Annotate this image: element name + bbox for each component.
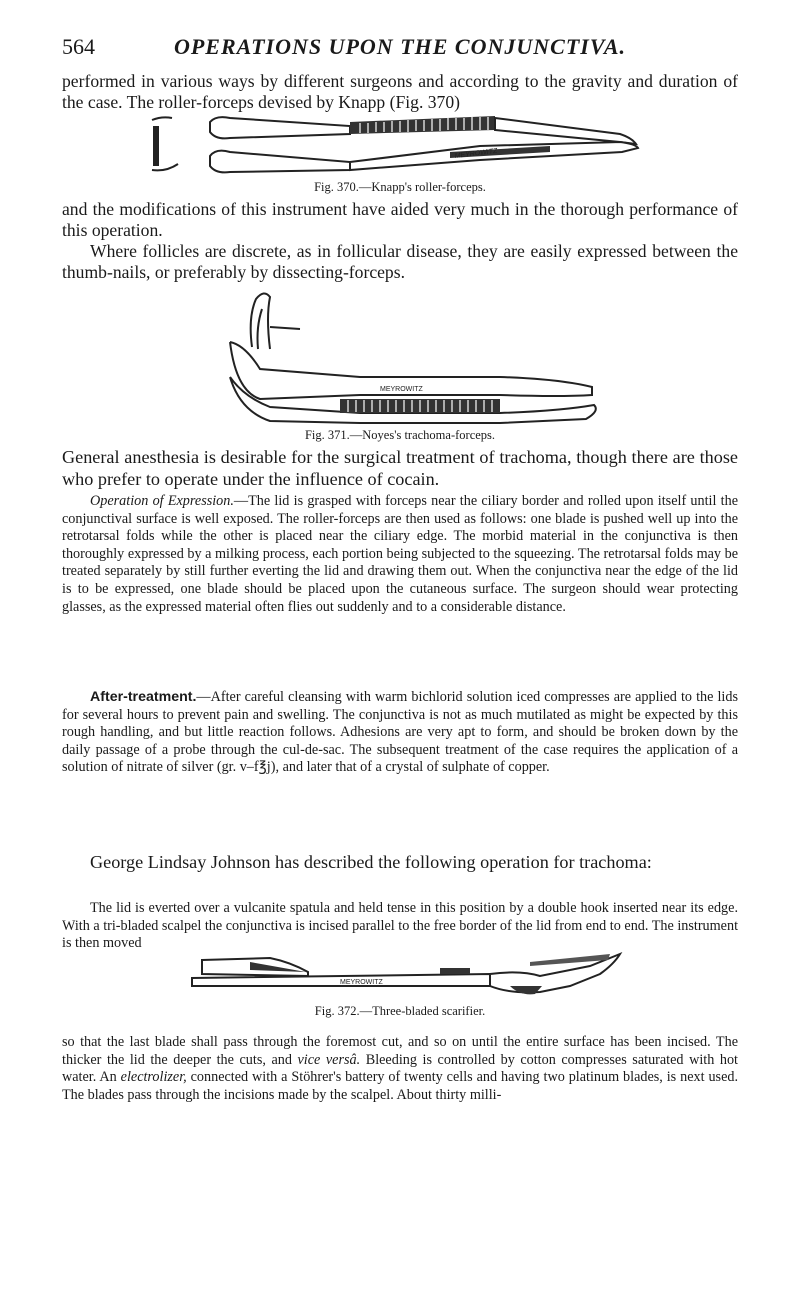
- running-title: OPERATIONS UPON THE CONJUNCTIVA.: [173, 34, 627, 59]
- operation-of-expression-body: —The lid is grasped with forceps near the ciliary border and rolled upon itself until the conjunctival surface is well exposed. The roller-forceps are then used as follows: one blade is pushed well up into the retrotarsal folds while the other is placed near the ciliary edge. The morbid material in the conjunctiva is then thoroughly expressed by a milking process, each portion being subjected to the squeezing. The retrotarsal folds may be treated separately by still further everting the lid and drawing them out. When the conjunctiva near the edge of the lid is to be expressed, one blade should be placed upon the cutaneous surface. The surgeon should wear protecting glasses, as the expressed material often flies out suddenly and to a considerable distance.: [62, 493, 738, 615]
- paragraph-lid-everted: The lid is everted over a vulcanite spatula and held tense in this position by a double hook inserted near its edge. With a tri-bladed scalpel the conjunctiva is incised parallel to the free border of the lid from end to end. The instrument is then moved: [62, 900, 739, 952]
- fig372-maker-stamp: MEYROWITZ: [340, 979, 383, 986]
- paragraph-incisions: [62, 1034, 738, 1104]
- section-title-operation-of-expression: Operation of Expression.: [90, 493, 234, 509]
- figure-371-noyes-trachoma-forceps: [200, 287, 620, 427]
- incisions-text-a: so that the last blade shall pass through the foremost cut, and so on until the entire surface has been incised. The thicker the lid the deeper the cuts, and: [62, 1034, 738, 1068]
- after-treatment-body: —After careful cleansing with warm bichlorid solution iced compresses are applied to the lids for several hours to prevent pain and swelling. The conjunctiva is not as much mutilated as might be expected by this rough handling, and but little reaction follows. Adhesions are very apt to form, and should be broken down by the daily passage of a probe through the cul-de-sac. The subsequent treatment of the case requires the application of a solution of nitrate of silver (gr. v–f℥j), and later that of a crystal of sulphate of copper.: [62, 689, 738, 776]
- paragraph-operation-of-expression: [62, 493, 738, 616]
- paragraph-intro: performed in various ways by different surgeons and according to the gravity and duration of the case. The roller-forceps devised by Knapp (Fig. 370): [62, 71, 738, 112]
- figure-372-caption: Fig. 372.—Three-bladed scarifier.: [314, 1004, 486, 1018]
- incisions-text-e: connected with a Stöhrer's battery of twenty cells and having two platinum blades, is next used. The blades pass through the incisions made by the scalpel. About thirty milli-: [62, 1069, 739, 1103]
- section-title-after-treatment: After-treatment.: [90, 689, 197, 705]
- figure-371-caption: Fig. 371.—Noyes's trachoma-forceps.: [304, 428, 496, 442]
- paragraph-follicles: Where follicles are discrete, as in follicular disease, they are easily expressed between the thumb-nails, or preferably by dissecting-forceps.: [62, 241, 738, 282]
- figure-370-knapp-roller-forceps: [150, 112, 660, 177]
- fig370-maker-stamp: MEYROWITZ: [454, 147, 498, 160]
- incisions-vice-versa: vice versâ.: [297, 1051, 361, 1068]
- figure-372-three-bladed-scarifier: [190, 950, 630, 1000]
- paragraph-anesthesia: General anesthesia is desirable for the surgical treatment of trachoma, though there are those who prefer to operate under the influence of cocain.: [62, 447, 738, 489]
- incisions-electrolizer: electrolizer,: [120, 1069, 187, 1086]
- paragraph-modifications: and the modifications of this instrument have aided very much in the thorough performance of this operation.: [62, 199, 738, 240]
- page-number: 564: [62, 34, 95, 59]
- fig371-maker-stamp: MEYROWITZ: [380, 386, 423, 393]
- incisions-text-c: Bleeding is controlled by cotton compresses saturated with hot water. An: [62, 1051, 738, 1086]
- figure-370-caption: Fig. 370.—Knapp's roller-forceps.: [314, 180, 486, 194]
- paragraph-after-treatment: [62, 689, 738, 777]
- paragraph-johnson-operation: George Lindsay Johnson has described the following operation for trachoma:: [90, 852, 652, 872]
- page-header: [62, 34, 738, 62]
